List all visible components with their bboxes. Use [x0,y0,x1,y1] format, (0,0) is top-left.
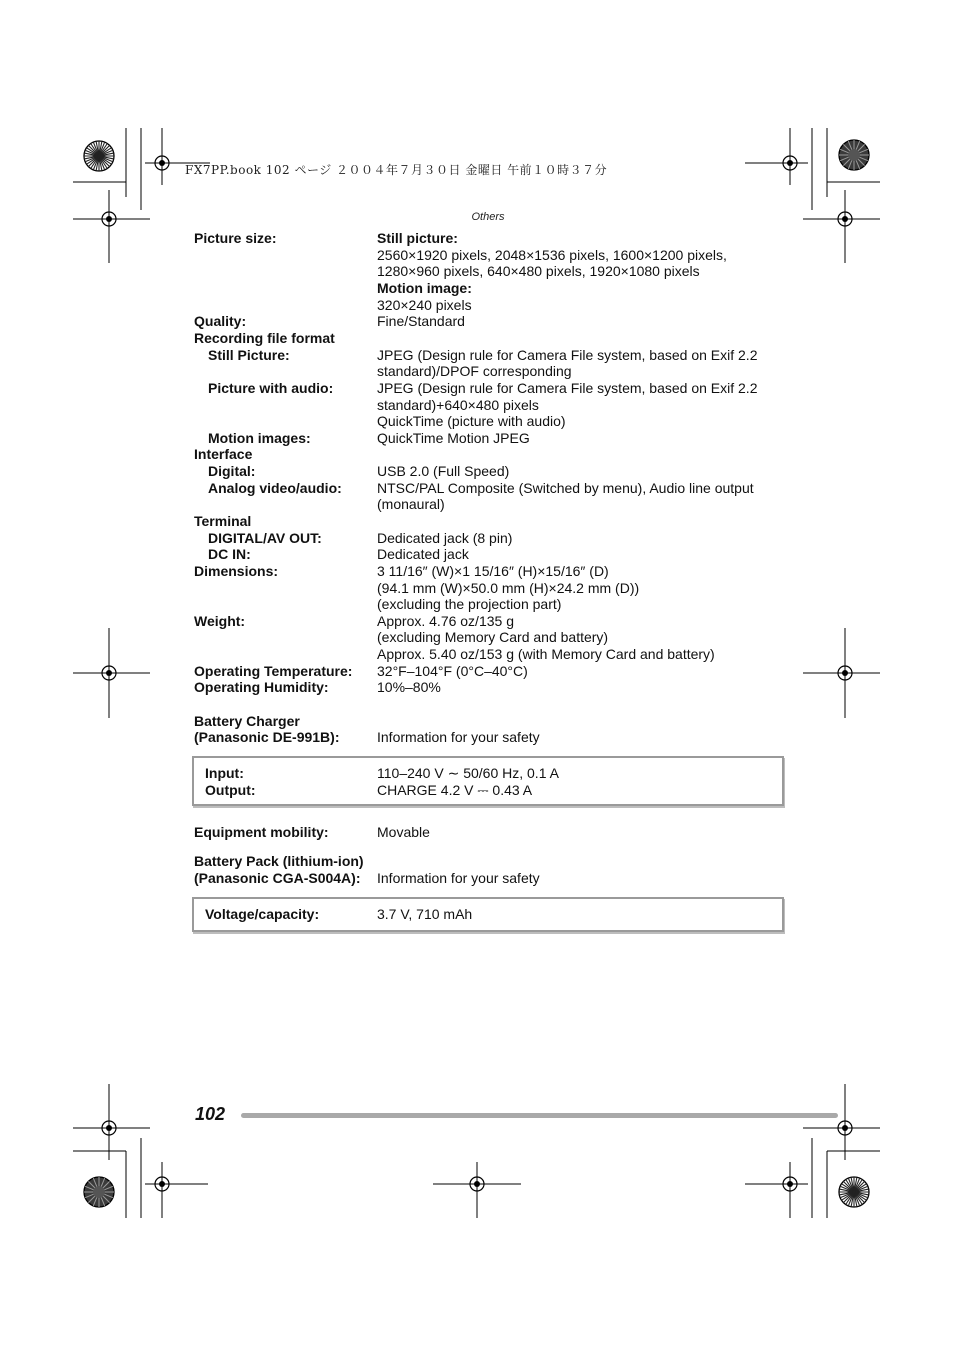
spec-value: 3.7 V, 710 mAh [377,906,473,922]
spec-label: Picture size: [194,230,277,246]
spec-value: (excluding Memory Card and battery) [377,629,609,645]
spec-label: (Panasonic DE-991B): [194,729,340,745]
spec-value: Approx. 5.40 oz/153 g (with Memory Card and battery) [377,646,715,662]
spec-label: Terminal [194,513,252,529]
spec-value: (94.1 mm (W)×50.0 mm (H)×24.2 mm (D)) [377,580,640,596]
spec-subheading: Motion image: [377,280,472,296]
spec-value: Dedicated jack [377,546,469,562]
spec-value: Approx. 4.76 oz/135 g [377,613,514,629]
spec-value: Dedicated jack (8 pin) [377,530,513,546]
spec-value: 2560×1920 pixels, 2048×1536 pixels, 1600×1200 pixels, [377,247,727,263]
spec-value: Information for your safety [377,870,540,886]
spec-label: Still Picture: [208,347,290,363]
spec-label: Output: [205,782,256,798]
spec-label: Quality: [194,313,247,329]
spec-subheading: Still picture: [377,230,458,246]
spec-value: (monaural) [377,496,445,512]
spec-value: Information for your safety [377,729,540,745]
spec-label: Picture with audio: [208,380,334,396]
charger-safety-box [192,756,784,806]
footer-rule [241,1113,838,1118]
spec-label: Operating Temperature: [194,663,353,679]
spec-value: QuickTime (picture with audio) [377,413,566,429]
spec-value: QuickTime Motion JPEG [377,430,530,446]
battery-safety-box [192,897,784,932]
spec-label: Interface [194,446,253,462]
spec-label: DC IN: [208,546,251,562]
spec-value: 110–240 V ∼ 50/60 Hz, 0.1 A [377,765,559,781]
section-label: Others [471,211,505,223]
spec-value: 32°F–104°F (0°C–40°C) [377,663,528,679]
spec-label: Dimensions: [194,563,279,579]
spec-value: JPEG (Design rule for Camera File system, based on Exif 2.2 [377,347,758,363]
spec-value: Movable [377,824,430,840]
spec-value: standard)/DPOF corresponding [377,363,572,379]
spec-value: Fine/Standard [377,313,465,329]
spec-value: 3 11/16″ (W)×1 15/16″ (H)×15/16″ (D) [377,563,609,579]
spec-label: Digital: [208,463,256,479]
spec-value: USB 2.0 (Full Speed) [377,463,510,479]
spec-value: CHARGE 4.2 V ⎓ 0.43 A [377,782,533,798]
spec-value: (excluding the projection part) [377,596,562,612]
spec-label: DIGITAL/AV OUT: [208,530,322,546]
spec-label: Recording file format [194,330,335,346]
spec-value: NTSC/PAL Composite (Switched by menu), Audio line output [377,480,754,496]
spec-value: 1280×960 pixels, 640×480 pixels, 1920×1080 pixels [377,263,700,279]
spec-value: JPEG (Design rule for Camera File system, based on Exif 2.2 [377,380,758,396]
spec-label: (Panasonic CGA-S004A): [194,870,361,886]
spec-value: 320×240 pixels [377,297,472,313]
page-number: 102 [195,1104,226,1124]
spec-label: Analog video/audio: [208,480,342,496]
spec-label: Voltage/capacity: [205,906,320,922]
spec-value: standard)+640×480 pixels [377,397,539,413]
spec-label: Input: [205,765,244,781]
spec-label: Motion images: [208,430,311,446]
spec-label: Battery Charger [194,713,300,729]
print-header-line: FX7PP.book 102 ページ ２００４年７月３０日 金曜日 午前１０時３７分 [185,163,608,177]
spec-label: Weight: [194,613,246,629]
spec-value: 10%–80% [377,679,441,695]
spec-label: Operating Humidity: [194,679,329,695]
spec-label: Equipment mobility: [194,824,329,840]
spec-label: Battery Pack (lithium-ion) [194,853,364,869]
